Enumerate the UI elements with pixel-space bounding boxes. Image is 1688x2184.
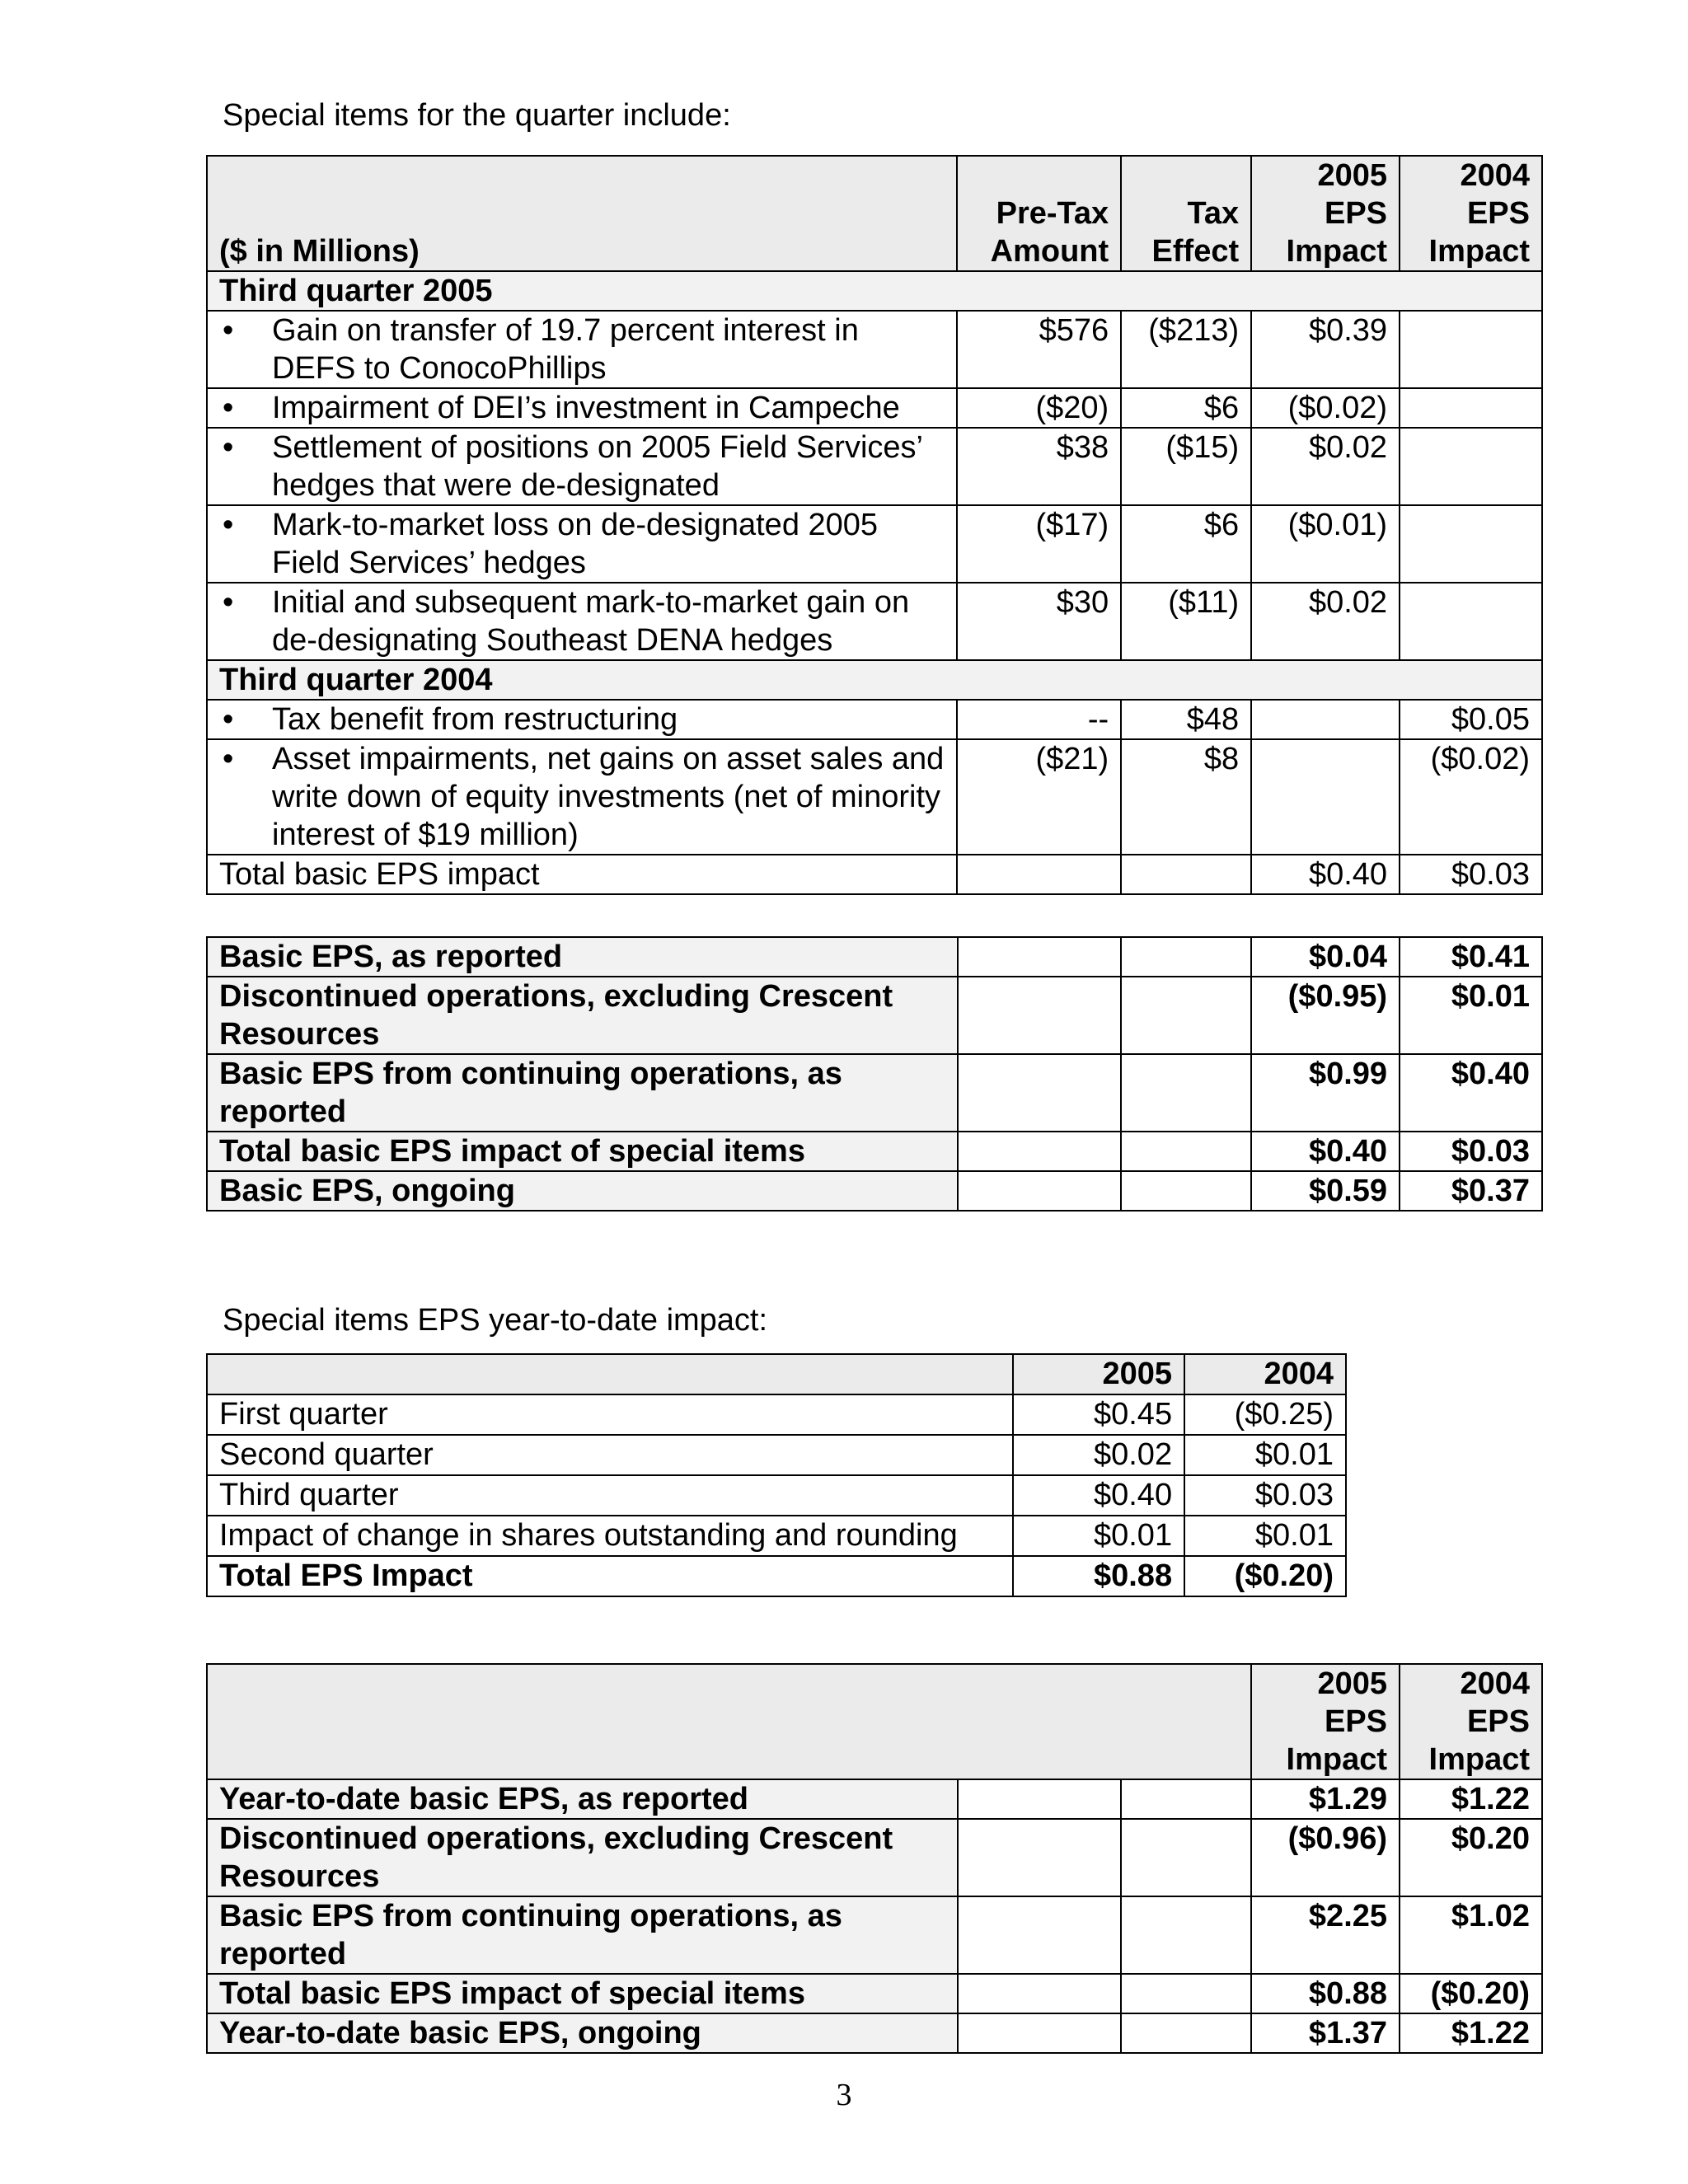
value-2004: $0.03 [1184, 1475, 1346, 1516]
pretax-amount [957, 855, 1121, 894]
eps-2005-impact: ($0.95) [1251, 977, 1400, 1054]
table-row [207, 1435, 1346, 1475]
header-millions: ($ in Millions) [207, 156, 957, 271]
eps-2005-impact: $2.25 [1251, 1896, 1400, 1974]
row-label: First quarter [207, 1394, 1013, 1435]
bullet-icon: • [223, 742, 234, 776]
eps-2004-impact: $1.02 [1400, 1896, 1542, 1974]
eps-2005-impact [1251, 739, 1400, 855]
pretax-amount: ($21) [957, 739, 1121, 855]
empty-cell [1121, 1171, 1251, 1211]
table-row [207, 311, 1542, 388]
eps-2005-impact: $0.40 [1251, 855, 1400, 894]
empty-cell [958, 2013, 1122, 2053]
item-description [207, 505, 957, 583]
summary-label: Basic EPS, as reported [207, 937, 958, 977]
table-header-row [207, 156, 1542, 271]
value-2005: $0.88 [1013, 1556, 1184, 1596]
total-label: Total basic EPS impact [207, 855, 957, 894]
pretax-amount: ($20) [957, 388, 1121, 428]
eps-2004-impact: $0.20 [1400, 1819, 1542, 1896]
pretax-amount: $576 [957, 311, 1121, 388]
empty-cell [958, 1132, 1122, 1171]
eps-2004-impact: $0.03 [1400, 855, 1542, 894]
table-row [207, 428, 1542, 505]
item-description [207, 388, 957, 428]
eps-2004-impact: ($0.02) [1400, 739, 1542, 855]
section-label: Third quarter 2004 [207, 660, 1542, 700]
quarter-special-items-table [206, 155, 1543, 895]
eps-2004-impact: $0.40 [1400, 1054, 1542, 1132]
summary-row [207, 1974, 1542, 2013]
item-text: Impairment of DEI’s investment in Campeche [272, 391, 900, 425]
empty-cell [958, 1819, 1122, 1896]
eps-2005-impact: $0.04 [1251, 937, 1400, 977]
table-header-row [207, 1664, 1542, 1779]
eps-2004-impact [1400, 388, 1542, 428]
empty-cell [1121, 937, 1251, 977]
item-text: Gain on transfer of 19.7 percent interest in DEFS to ConocoPhillips [272, 313, 859, 386]
bullet-icon: • [223, 313, 234, 348]
item-text: Settlement of positions on 2005 Field Services’ hedges that were de-designated [272, 430, 922, 503]
summary-row [207, 1171, 1542, 1211]
item-description [207, 428, 957, 505]
bullet-icon: • [223, 702, 234, 737]
table-row [207, 700, 1542, 739]
table-row [207, 505, 1542, 583]
eps-2005-impact: $1.37 [1251, 2013, 1400, 2053]
row-label: Third quarter [207, 1475, 1013, 1516]
tax-effect: $48 [1121, 700, 1251, 739]
section-label: Third quarter 2005 [207, 271, 1542, 311]
value-2004: ($0.25) [1184, 1394, 1346, 1435]
summary-label: Total basic EPS impact of special items [207, 1132, 958, 1171]
summary-label: Total basic EPS impact of special items [207, 1974, 958, 2013]
header-2005: 2005 [1013, 1354, 1184, 1394]
tax-effect: ($15) [1121, 428, 1251, 505]
header-eps-2004: 2004 EPS Impact [1400, 1664, 1542, 1779]
ytd-caption: Special items EPS year-to-date impact: [223, 1303, 768, 1338]
section-row-2005 [207, 271, 1542, 311]
item-description [207, 739, 957, 855]
item-text: Tax benefit from restructuring [272, 702, 678, 737]
tax-effect: $8 [1121, 739, 1251, 855]
summary-row [207, 1779, 1542, 1819]
eps-2004-impact: $0.37 [1400, 1171, 1542, 1211]
eps-2004-impact [1400, 311, 1542, 388]
pretax-amount: ($17) [957, 505, 1121, 583]
summary-row [207, 937, 1542, 977]
summary-label: Basic EPS from continuing operations, as reported [207, 1054, 958, 1132]
eps-2005-impact: $0.02 [1251, 583, 1400, 660]
empty-cell [958, 1974, 1122, 2013]
value-2005: $0.45 [1013, 1394, 1184, 1435]
header-blank [207, 1664, 1251, 1779]
empty-cell [1121, 1974, 1251, 2013]
tax-effect: $6 [1121, 388, 1251, 428]
value-2004: $0.01 [1184, 1516, 1346, 1556]
section-row-2004 [207, 660, 1542, 700]
ytd-impact-table [206, 1353, 1347, 1597]
eps-2005-impact: $0.39 [1251, 311, 1400, 388]
summary-row [207, 977, 1542, 1054]
eps-2005-impact: $0.88 [1251, 1974, 1400, 2013]
header-blank [207, 1354, 1013, 1394]
header-tax: Tax Effect [1121, 156, 1251, 271]
value-2005: $0.40 [1013, 1475, 1184, 1516]
summary-label: Year-to-date basic EPS, as reported [207, 1779, 958, 1819]
eps-2004-impact [1400, 428, 1542, 505]
item-text: Mark-to-market loss on de-designated 2005 Field Services’ hedges [272, 508, 879, 580]
value-2005: $0.02 [1013, 1435, 1184, 1475]
eps-2004-impact: $0.03 [1400, 1132, 1542, 1171]
eps-2004-impact: $0.41 [1400, 937, 1542, 977]
bullet-icon: • [223, 391, 234, 425]
total-row [207, 855, 1542, 894]
empty-cell [1121, 2013, 1251, 2053]
ytd-summary-table [206, 1663, 1543, 2054]
tax-effect [1121, 855, 1251, 894]
summary-row [207, 1132, 1542, 1171]
value-2004: ($0.20) [1184, 1556, 1346, 1596]
eps-2005-impact: ($0.01) [1251, 505, 1400, 583]
item-description [207, 311, 957, 388]
value-2005: $0.01 [1013, 1516, 1184, 1556]
item-description [207, 700, 957, 739]
table-row [207, 1516, 1346, 1556]
bullet-icon: • [223, 585, 234, 620]
total-label: Total EPS Impact [207, 1556, 1013, 1596]
eps-2005-impact: ($0.96) [1251, 1819, 1400, 1896]
summary-label: Basic EPS from continuing operations, as reported [207, 1896, 958, 1974]
pretax-amount: $30 [957, 583, 1121, 660]
summary-label: Discontinued operations, excluding Crescent Resources [207, 977, 958, 1054]
quarter-caption: Special items for the quarter include: [223, 98, 731, 133]
table-row [207, 1475, 1346, 1516]
bullet-icon: • [223, 430, 234, 465]
summary-row [207, 1896, 1542, 1974]
empty-cell [1121, 1819, 1251, 1896]
eps-2004-impact [1400, 583, 1542, 660]
item-text: Asset impairments, net gains on asset sales and write down of equity investments (net of minority interest of $19 million) [272, 742, 945, 852]
table-row [207, 388, 1542, 428]
eps-2005-impact: $0.02 [1251, 428, 1400, 505]
table-row [207, 739, 1542, 855]
header-pretax: Pre-Tax Amount [957, 156, 1121, 271]
eps-2005-impact: $0.59 [1251, 1171, 1400, 1211]
eps-2004-impact: $1.22 [1400, 2013, 1542, 2053]
page-number: 3 [836, 2078, 852, 2112]
table-header-row [207, 1354, 1346, 1394]
eps-2004-impact: $0.01 [1400, 977, 1542, 1054]
eps-2005-impact [1251, 700, 1400, 739]
eps-2005-impact: ($0.02) [1251, 388, 1400, 428]
empty-cell [958, 1171, 1122, 1211]
item-description [207, 583, 957, 660]
table-row [207, 1394, 1346, 1435]
empty-cell [1121, 1054, 1251, 1132]
header-eps-2005: 2005 EPS Impact [1251, 156, 1400, 271]
table-row [207, 583, 1542, 660]
empty-cell [958, 1054, 1122, 1132]
eps-2004-impact: $0.05 [1400, 700, 1542, 739]
summary-row [207, 2013, 1542, 2053]
item-text: Initial and subsequent mark-to-market gain on de-designating Southeast DENA hedges [272, 585, 910, 658]
eps-2004-impact: ($0.20) [1400, 1974, 1542, 2013]
tax-effect: $6 [1121, 505, 1251, 583]
summary-row [207, 1054, 1542, 1132]
row-label: Impact of change in shares outstanding and rounding [207, 1516, 1013, 1556]
pretax-amount: $38 [957, 428, 1121, 505]
empty-cell [1121, 1132, 1251, 1171]
empty-cell [958, 1779, 1122, 1819]
tax-effect: ($213) [1121, 311, 1251, 388]
value-2004: $0.01 [1184, 1435, 1346, 1475]
pretax-amount: -- [957, 700, 1121, 739]
eps-2005-impact: $1.29 [1251, 1779, 1400, 1819]
header-eps-2005: 2005 EPS Impact [1251, 1664, 1400, 1779]
quarter-summary-table [206, 936, 1543, 1212]
summary-label: Discontinued operations, excluding Crescent Resources [207, 1819, 958, 1896]
empty-cell [1121, 1779, 1251, 1819]
empty-cell [958, 977, 1122, 1054]
summary-label: Basic EPS, ongoing [207, 1171, 958, 1211]
empty-cell [1121, 1896, 1251, 1974]
total-row [207, 1556, 1346, 1596]
eps-2005-impact: $0.99 [1251, 1054, 1400, 1132]
empty-cell [958, 1896, 1122, 1974]
eps-2004-impact [1400, 505, 1542, 583]
summary-row [207, 1819, 1542, 1896]
bullet-icon: • [223, 508, 234, 542]
row-label: Second quarter [207, 1435, 1013, 1475]
summary-label: Year-to-date basic EPS, ongoing [207, 2013, 958, 2053]
header-2004: 2004 [1184, 1354, 1346, 1394]
empty-cell [958, 937, 1122, 977]
empty-cell [1121, 977, 1251, 1054]
header-eps-2004: 2004 EPS Impact [1400, 156, 1542, 271]
eps-2005-impact: $0.40 [1251, 1132, 1400, 1171]
eps-2004-impact: $1.22 [1400, 1779, 1542, 1819]
tax-effect: ($11) [1121, 583, 1251, 660]
